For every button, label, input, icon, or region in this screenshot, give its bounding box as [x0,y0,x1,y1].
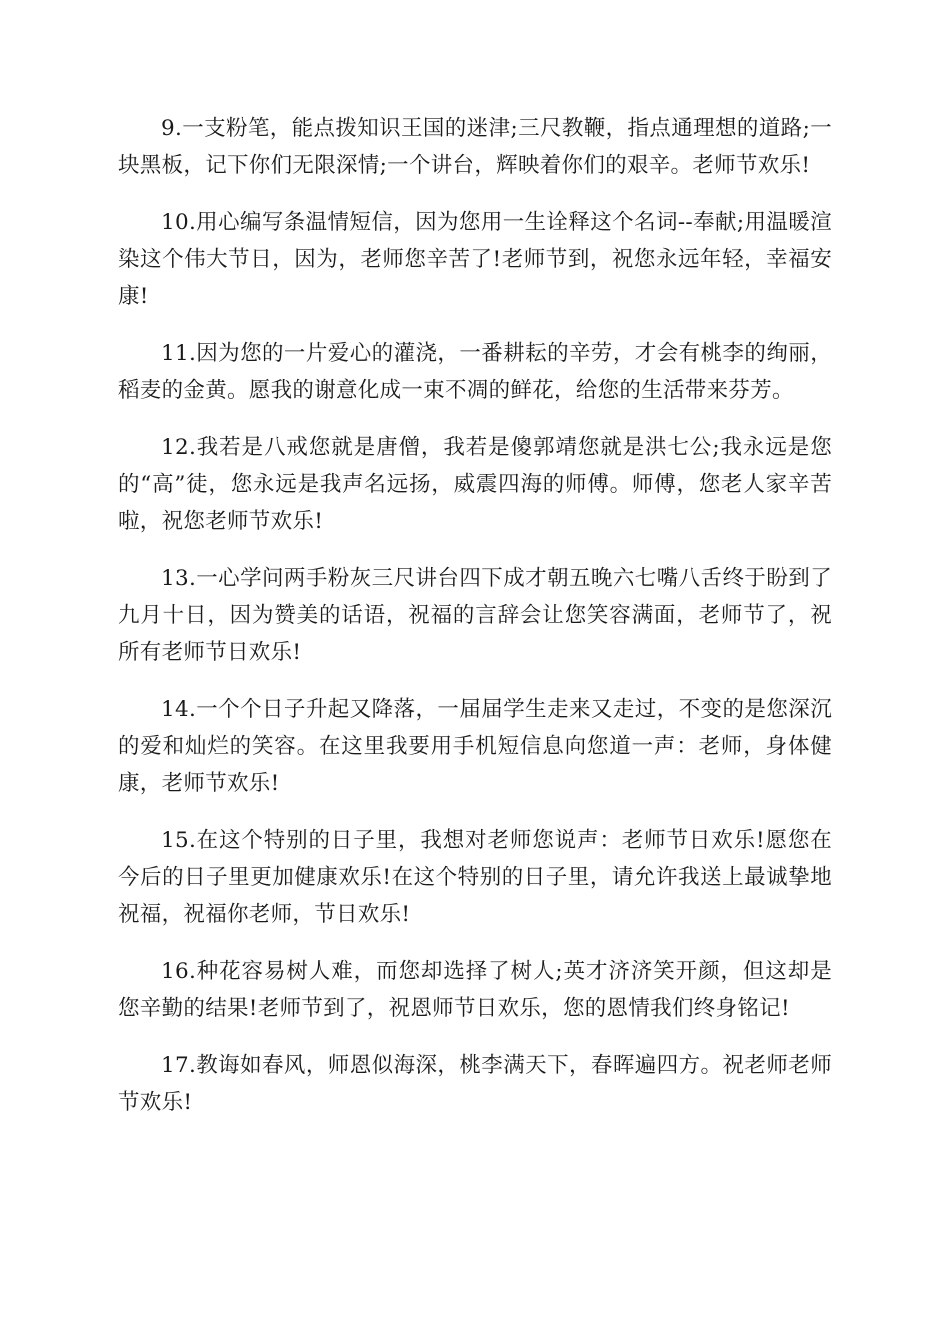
paragraph-16: 16.种花容易树人难，而您却选择了树人;英才济济笑开颜，但这却是您辛勤的结果!老师节到了，祝恩师节日欢乐，您的恩情我们终身铭记! [118,959,832,1021]
paragraph-10: 10.用心编写条温情短信，因为您用一生诠释这个名词--奉献;用温暖渲染这个伟大节日，因为，老师您辛苦了!老师节到，祝您永远年轻，幸福安康! [118,210,832,309]
paragraph-14: 14.一个个日子升起又降落，一届届学生走来又走过，不变的是您深沉的爱和灿烂的笑容。在这里我要用手机短信息向您道一声：老师，身体健康，老师节欢乐! [118,697,832,796]
paragraph-15: 15.在这个特别的日子里，我想对老师您说声：老师节日欢乐!愿您在今后的日子里更加健康欢乐!在这个特别的日子里，请允许我送上最诚挚地祝福，祝福你老师，节日欢乐! [118,828,832,927]
paragraph-9: 9.一支粉笔，能点拨知识王国的迷津;三尺教鞭，指点通理想的道路;一块黑板，记下你们无限深情;一个讲台，辉映着你们的艰辛。老师节欢乐! [118,116,832,178]
paragraph-17: 17.教诲如春风，师恩似海深，桃李满天下，春晖遍四方。祝老师老师节欢乐! [118,1053,832,1115]
paragraph-13: 13.一心学问两手粉灰三尺讲台四下成才朝五晚六七嘴八舌终于盼到了九月十日，因为赞美的话语，祝福的言辞会让您笑容满面，老师节了，祝所有老师节日欢乐! [118,566,832,665]
paragraph-12: 12.我若是八戒您就是唐僧，我若是傻郭靖您就是洪七公;我永远是您的“高”徒，您永远是我声名远扬，威震四海的师傅。师傅，您老人家辛苦啦，祝您老师节欢乐! [118,435,832,534]
paragraph-11: 11.因为您的一片爱心的灌浇，一番耕耘的辛劳，才会有桃李的绚丽，稻麦的金黄。愿我的谢意化成一束不凋的鲜花，给您的生活带来芬芳。 [118,341,832,403]
